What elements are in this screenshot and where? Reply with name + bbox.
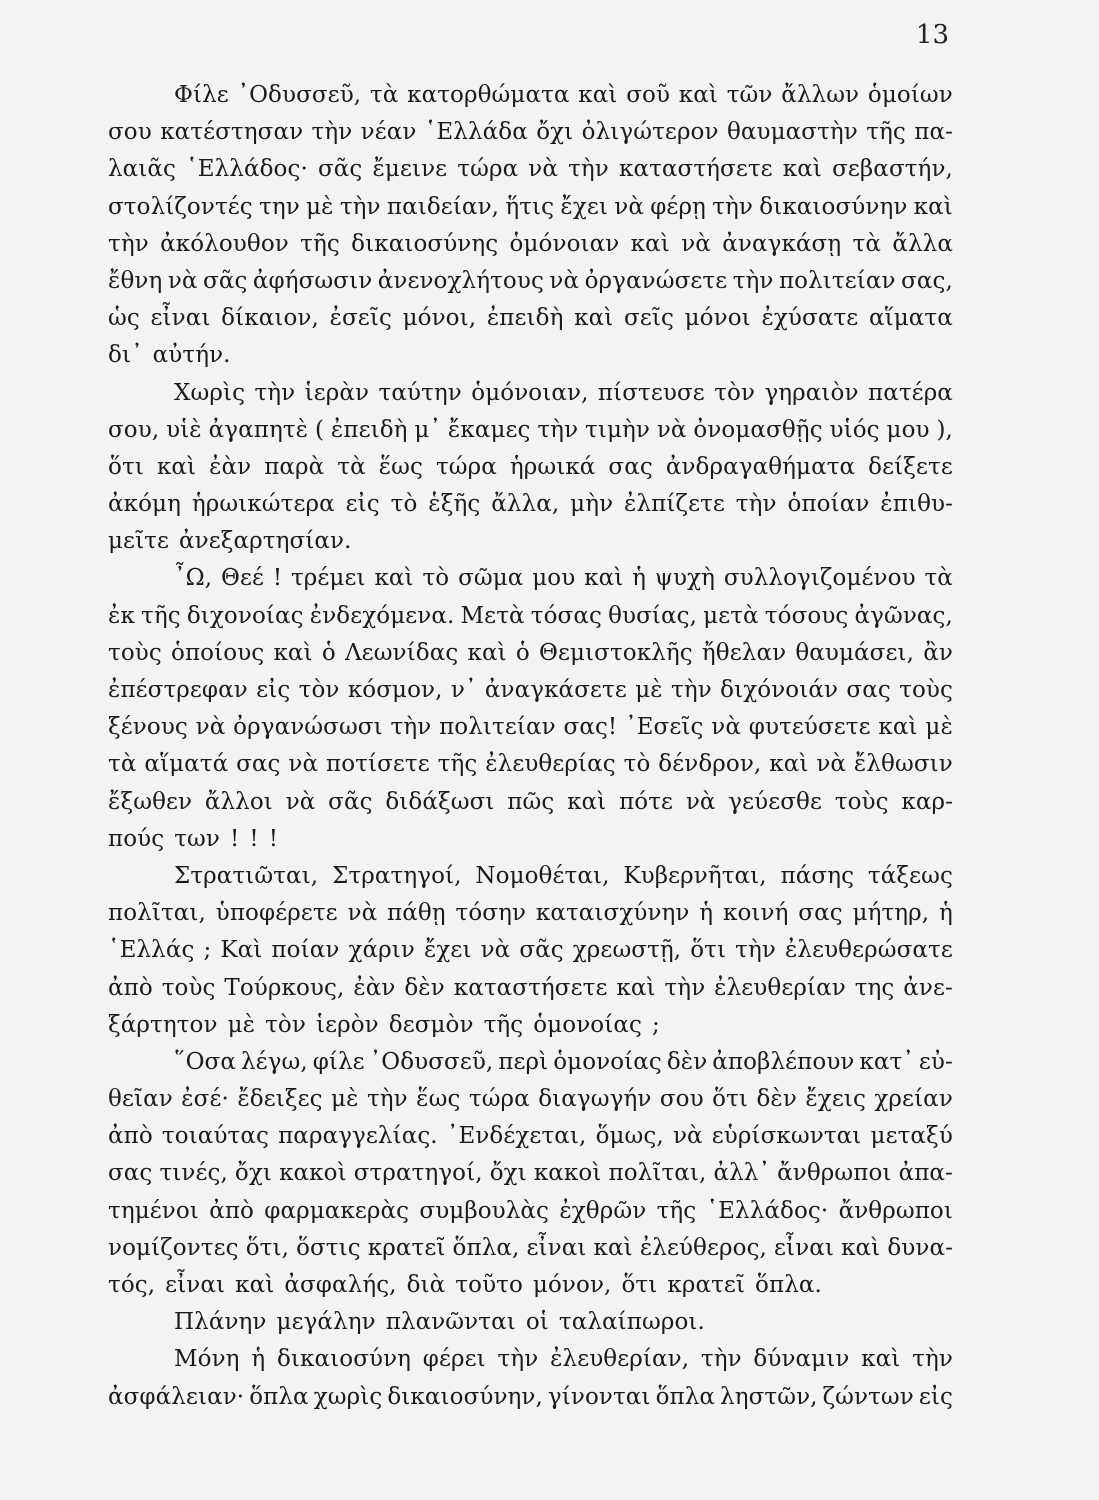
text-line: ἔξωθεν ἄλλοι νὰ σᾶς διδάξωσι πῶς καὶ πότε νὰ γεύεσθε τοὺς καρ- <box>108 788 953 815</box>
text-line: ξάρτητον μὲ τὸν ἱερὸν δεσμὸν τῆς ὁμονοίας ; <box>108 1011 660 1038</box>
text-line: τὴν ἀκόλουθον τῆς δικαιοσύνης ὁμόνοιαν καὶ νὰ ἀναγκάσῃ τὰ ἄλλα <box>108 230 953 257</box>
text-line: θεῖαν ἐσέ· ἔδειξες μὲ τὴν ἕως τώρα διαγωγήν σου ὅτι δὲν ἔχεις χρείαν <box>108 1086 953 1113</box>
text-line: Πλάνην μεγάλην πλανῶνται οἱ ταλαίπωροι. <box>174 1309 705 1336</box>
text-line: πολῖται, ὑποφέρετε νὰ πάθῃ τόσην καταισχύνην ἡ κοινή σας μήτηρ, ἡ <box>108 900 953 927</box>
text-line: τοὺς ὁποίους καὶ ὁ Λεωνίδας καὶ ὁ Θεμιστοκλῆς ἤθελαν θαυμάσει, ἂν <box>108 639 953 666</box>
text-line: ξένους νὰ ὀργανώσωσι τὴν πολιτείαν σας! ᾿Εσεῖς νὰ φυτεύσετε καὶ μὲ <box>108 714 953 741</box>
page-number: 13 <box>915 20 949 50</box>
text-line: Στρατιῶται, Στρατηγοί, Νομοθέται, Κυβερνῆται, πάσης τάξεως <box>174 862 953 889</box>
text-line: ὅτι καὶ ἐὰν παρὰ τὰ ἕως τώρα ἡρωικά σας ἀνδραγαθήματα δείξετε <box>108 453 953 480</box>
body-text <box>108 77 953 1416</box>
text-line: Φίλε ᾿Οδυσσεῦ, τὰ κατορθώματα καὶ σοῦ καὶ τῶν ἄλλων ὁμοίων <box>174 82 953 108</box>
text-line: ῾Ελλάς ; Καὶ ποίαν χάριν ἔχει νὰ σᾶς χρεωστῇ, ὅτι τὴν ἐλευθερώσατε <box>108 937 953 964</box>
text-line: ἔθνη νὰ σᾶς ἀφήσωσιν ἀνενοχλήτους νὰ ὀργανώσετε τὴν πολιτείαν σας, <box>108 267 953 294</box>
text-line: δι᾿ αὐτήν. <box>108 342 231 369</box>
text-line: πούς των ! ! ! <box>108 825 279 852</box>
text-line: στολίζοντές την μὲ τὴν παιδείαν, ἥτις ἔχει νὰ φέρῃ τὴν δικαιοσύνην καὶ <box>108 193 953 220</box>
text-line: ἐπέστρεφαν εἰς τὸν κόσμον, ν᾿ ἀναγκάσετε μὲ τὴν διχόνοιάν σας τοὺς <box>108 677 953 703</box>
text-line: ἀπὸ τοὺς Τούρκους, ἐὰν δὲν καταστήσετε καὶ τὴν ἐλευθερίαν της ἀνε- <box>108 974 953 1001</box>
text-line: ἀσφάλειαν· ὅπλα χωρὶς δικαιοσύνην, γίνονται ὅπλα ληστῶν, ζώντων εἰς <box>108 1383 953 1410</box>
text-line: νομίζοντες ὅτι, ὅστις κρατεῖ ὅπλα, εἶναι καὶ ἐλεύθερος, εἶναι καὶ δυνα- <box>108 1234 953 1261</box>
text-line: ἀπὸ τοιαύτας παραγγελίας. ᾿Ενδέχεται, ὅμως, νὰ εὑρίσκωνται μεταξύ <box>108 1123 953 1150</box>
text-line: τός, εἶναι καὶ ἀσφαλής, διὰ τοῦτο μόνον, ὅτι κρατεῖ ὅπλα. <box>108 1272 822 1298</box>
text-line: ὡς εἶναι δίκαιον, ἐσεῖς μόνοι, ἐπειδὴ καὶ σεῖς μόνοι ἐχύσατε αἵματα <box>108 305 953 332</box>
text-line: σου, υἱὲ ἀγαπητὲ ( ἐπειδὴ μ᾿ ἔκαμες τὴν τιμὴν νὰ ὀνομασθῇς υἱός μου ), <box>108 416 953 443</box>
text-line: Χωρὶς τὴν ἱερὰν ταύτην ὁμόνοιαν, πίστευσε τὸν γηραιὸν πατέρα <box>174 379 953 406</box>
text-line: ῏Ω, Θεέ ! τρέμει καὶ τὸ σῶμα μου καὶ ἡ ψυχὴ συλλογιζομένου τὰ <box>174 565 953 592</box>
text-line: λαιᾶς ῾Ελλάδος· σᾶς ἔμεινε τώρα νὰ τὴν καταστήσετε καὶ σεβαστήν, <box>108 156 953 183</box>
text-line: ἀκόμη ἡρωικώτερα εἰς τὸ ἑξῆς ἄλλα, μὴν ἐλπίζετε τὴν ὁποίαν ἐπιθυ- <box>108 491 953 518</box>
text-line: ῞Οσα λέγω, φίλε ᾿Οδυσσεῦ, περὶ ὁμονοίας δὲν ἀποβλέπουν κατ᾿ εὐ- <box>174 1048 953 1075</box>
text-line: τημένοι ἀπὸ φαρμακερὰς συμβουλὰς ἐχθρῶν τῆς ῾Ελλάδος· ἄνθρωποι <box>108 1197 953 1224</box>
text-line: Μόνη ἡ δικαιοσύνη φέρει τὴν ἐλευθερίαν, τὴν δύναμιν καὶ τὴν <box>174 1346 953 1373</box>
text-line: σου κατέστησαν τὴν νέαν ῾Ελλάδα ὄχι ὀλιγώτερον θαυμαστὴν τῆς πα- <box>108 119 953 146</box>
text-line: ἐκ τῆς διχονοίας ἐνδεχόμενα. Μετὰ τόσας θυσίας, μετὰ τόσους ἀγῶνας, <box>108 602 953 629</box>
text-line: σας τινές, ὄχι κακοὶ στρατηγοί, ὄχι κακοὶ πολῖται, ἀλλ᾿ ἄνθρωποι ἀπα- <box>108 1160 953 1187</box>
text-line: τὰ αἵματά σας νὰ ποτίσετε τῆς ἐλευθερίας τὸ δένδρον, καὶ νὰ ἔλθωσιν <box>108 751 953 778</box>
text-line: μεῖτε ἀνεξαρτησίαν. <box>108 528 352 555</box>
